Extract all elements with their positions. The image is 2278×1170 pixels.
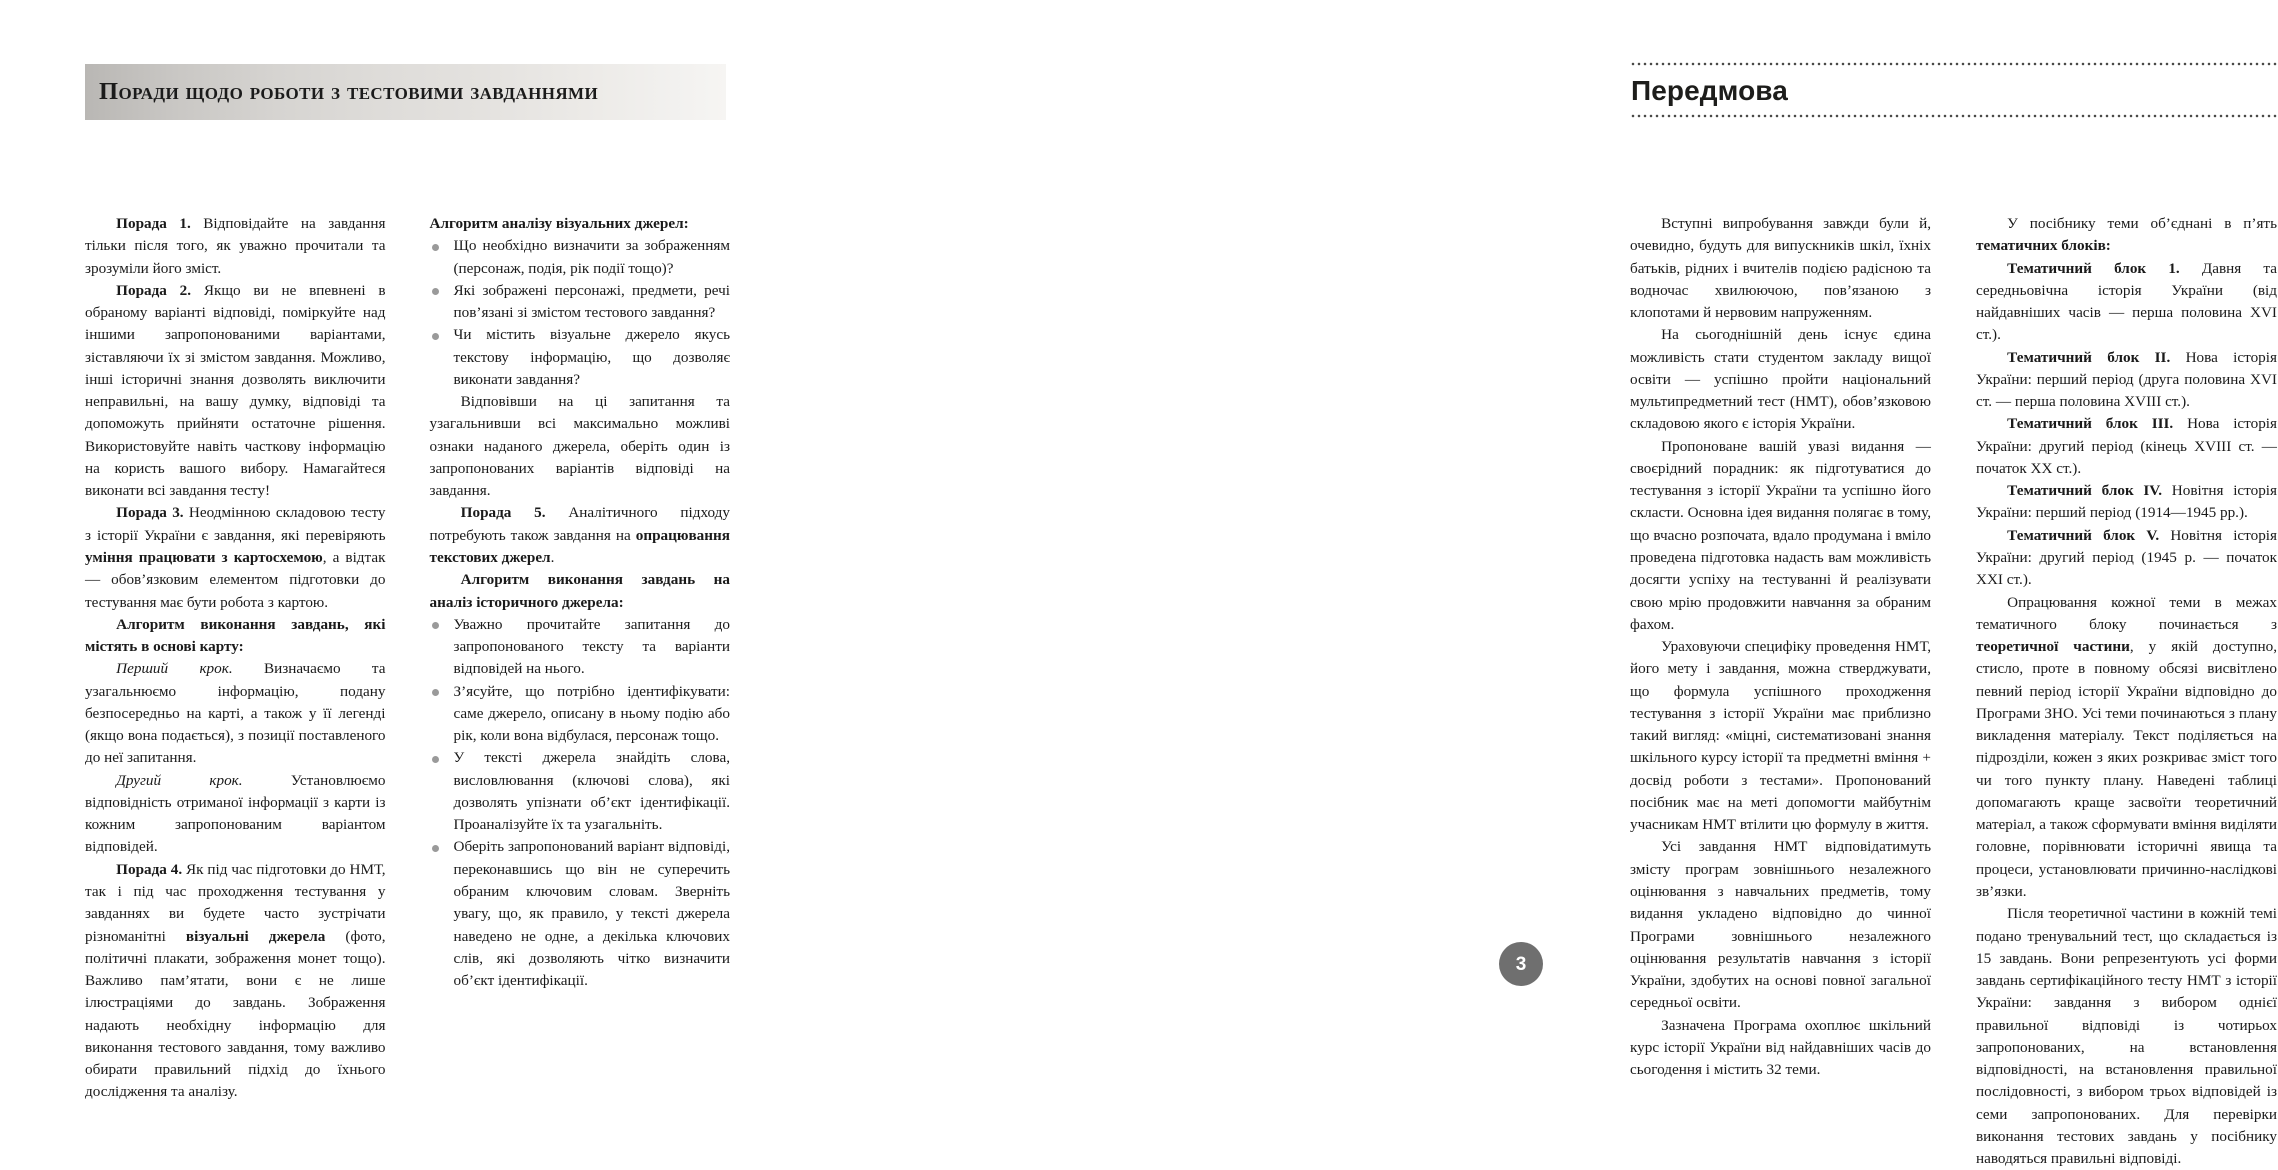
- tip-4-emphasis: візуальні джерела: [185, 927, 326, 945]
- tip-4-body-c: (фото, політичні плакати, зображення монет тощо). Важливо пам’ятати, вони є не лише ілюстраціями до завдань. Зображення надають необхідну інформацію для виконання тестового завдання, тому важливо обирати правильний підхід до їхнього дослідження та аналізу.: [85, 927, 386, 1101]
- tip-3-body-a: Неодмінною складовою тесту з історії України є завдання, які перевіряють: [85, 504, 386, 544]
- source-algorithm-heading: [430, 569, 731, 614]
- tip-5-paragraph: [430, 502, 731, 569]
- section-banner: [85, 64, 726, 120]
- thematic-block-5-text: Новітня історія України: другий період (1945 р. — початок XXI ст.).: [1976, 526, 2277, 589]
- visual-algorithm-heading: [430, 213, 731, 235]
- thematic-block-1-lead: Тематичний блок 1.: [2007, 259, 2180, 277]
- thematic-blocks-intro-emphasis: тематичних блоків:: [1976, 237, 2111, 255]
- page-number-badge: 3: [1499, 942, 1543, 986]
- source-algorithm-list: [430, 614, 731, 993]
- preface-paragraph-2: На сьогоднішній день існує єдина можливість стати студентом закладу вищої освіти — успішно пройти національний мультипредметний тест (НМТ), обов’язковою складовою якого є історія України.: [1630, 326, 1931, 433]
- thematic-block-3-lead: Тематичний блок III.: [2007, 415, 2174, 433]
- left-page-columns: [85, 213, 730, 1104]
- thematic-block-3: [1976, 413, 2277, 480]
- visual-algorithm-closing: Відповівши на ці запитання та узагальнивши всі максимально можливі ознаки наданого джерела, оберіть один із запропонованих варіантів відповіді на завдання.: [429, 393, 730, 500]
- thematic-block-5-lead: Тематичний блок V.: [2007, 526, 2160, 544]
- map-step-2-body: Установлюємо відповідність отриманої інформації з карти із кожним запропонованим варіантом відповідей.: [85, 771, 386, 856]
- theory-part-emphasis: теоретичної частини: [1976, 638, 2130, 656]
- tip-2-paragraph: [85, 280, 386, 503]
- bullet-icon: [432, 756, 439, 763]
- right-page-columns: [1630, 213, 2278, 1170]
- tip-3-emphasis: уміння працювати з картосхемою: [85, 548, 323, 566]
- column-3: [1630, 213, 1931, 1170]
- list-item: [430, 681, 731, 748]
- list-item-text: Що необхідно визначити за зображенням (персонаж, подія, рік події тощо)?: [453, 237, 730, 277]
- preface-header: [1630, 62, 2278, 118]
- tip-2-body: Якщо ви не впевнені в обраному варіанті відповіді, поміркуйте над іншими запропонованими варіантами, зіставляючи їх зі змістом завдання. Можливо, інші історичні знання дозволять виключити неправильні, на вашу думку, відповіді та допоможуть прийняти остаточне рішення. Використовуйте навіть часткову інформацію на користь вашого вибору. Намагайтеся виконати всі завдання тесту!: [85, 281, 386, 500]
- thematic-block-2: [1976, 347, 2277, 414]
- thematic-blocks-intro-a: У посібнику теми об’єднані в п’ять: [2007, 215, 2277, 232]
- preface-paragraph-1: Вступні випробування завжди були й, очевидно, будуть для випускників шкіл, їхніх батьків, рідних і вчителів подією радісною та водночас хвилюючою, пов’язаною з клопотами й нервовим напруженням.: [1630, 215, 1931, 322]
- map-step-2: [85, 770, 386, 859]
- theory-part-c: , у якій доступно, стисло, проте в повному обсязі висвітлено певний період історії України відповідно до Програми ЗНО. Усі теми починаються з плану викладення матеріалу. Текст поділяється на підрозділи, кожен з яких розкриває зміст того чи того пункту плану. Наведені таблиці допомагають краще засвоїти теоретичний матеріал, а також сформувати вміння виділяти головне, порівнювати історичні явища та процеси, установлювати причинно-наслідкові зв’язки.: [1976, 638, 2277, 900]
- column-4: [1976, 213, 2277, 1170]
- preface-paragraph-6: Зазначена Програма охоплює шкільний курс історії України від найдавніших часів до сьогодення і містить 32 теми.: [1630, 1016, 1931, 1079]
- map-step-1-lead: Перший крок.: [116, 660, 233, 678]
- map-step-1: [85, 658, 386, 769]
- bullet-icon: [432, 689, 439, 696]
- list-item: [430, 235, 731, 280]
- theory-part-paragraph: [1976, 592, 2277, 904]
- list-item-text: Оберіть запропонований варіант відповіді, переконавшись що він не суперечить обраним ключовим словам. Зверніть увагу, що, як правило, у тексті джерела наведено не одне, а декілька ключових слів, які дозволяють чітко визначити об’єкт ідентифікації.: [453, 838, 730, 990]
- list-item-text: З’ясуйте, що потрібно ідентифікувати: саме джерело, описану в ньому подію або рік, коли вона відбулася, персонаж тощо.: [453, 682, 730, 745]
- bullet-icon: [432, 244, 439, 251]
- tip-4-paragraph: [85, 859, 386, 1104]
- thematic-block-4: [1976, 480, 2277, 525]
- preface-paragraph-4: Ураховуючи специфіку проведення НМТ, його мету і завдання, можна стверджувати, що формула успішного проходження тестування з історії України має приблизно такий вигляд: «міцні, систематизовані знання шкільного курсу історії та предметні вміння + досвід роботи з тестами». Пропонований посібник має на меті допомогти майбутнім учасникам НМТ втілити цю формулу в життя.: [1630, 638, 1931, 834]
- thematic-block-2-text: Нова історія України: перший період (друга половина XVI ст. — перша половина XVIII ст.).: [1976, 348, 2277, 411]
- tip-5-lead: Порада 5.: [460, 504, 546, 522]
- tip-5-body-a: Аналітичного підходу потребують також завдання на: [429, 504, 730, 544]
- bullet-icon: [432, 288, 439, 295]
- map-algorithm-heading: [85, 614, 386, 659]
- list-item-text: Які зображені персонажі, предмети, речі пов’язані зі змістом тестового завдання?: [453, 281, 730, 322]
- dotted-rule-bottom: [1630, 114, 2278, 118]
- tip-1-paragraph: [85, 213, 386, 280]
- thematic-blocks-intro: [1976, 213, 2277, 258]
- tip-3-paragraph: [85, 502, 386, 613]
- column-1: [85, 213, 386, 1104]
- theory-part-a: Опрацювання кожної теми в межах тематичного блоку починається з: [1976, 593, 2277, 633]
- visual-algorithm-heading-text: Алгоритм аналізу візуальних джерел:: [429, 215, 689, 232]
- left-page: [0, 0, 787, 1101]
- list-item: [430, 747, 731, 836]
- map-step-1-body: Визначаємо та узагальнюємо інформацію, подану безпосередньо на карті, а також у її легенді (якщо вона подається), з позиції поставленого до неї запитання.: [85, 660, 386, 767]
- tip-1-body: Відповідайте на завдання тільки після того, як уважно прочитали та зрозуміли його зміст.: [85, 215, 386, 277]
- page-title: Поради щодо роботи з тестовими завданнями: [99, 78, 599, 105]
- bullet-icon: [432, 622, 439, 629]
- list-item-text: У тексті джерела знайдіть слова, висловлювання (ключові слова), які дозволять упізнати об’єкт ідентифікації. Проаналізуйте їх та узагальніть.: [453, 749, 730, 834]
- list-item: [430, 324, 731, 391]
- list-item-text: Чи містить візуальне джерело якусь текстову інформацію, що дозволяє виконати завдання?: [453, 326, 730, 388]
- preface-paragraph-3: Пропоноване вашій увазі видання — своєрідний порадник: як підготуватися до тестування з історії України та успішно його скласти. Основна ідея видання полягає в тому, що вчасно розпочата, вдало продумана і вміло проведена підготовка надасть вам можливість досягти успіху на тестуванні й реалізувати свою мрію продовжити навчання за обраним фахом.: [1630, 437, 1931, 633]
- map-step-2-lead: Другий крок.: [116, 771, 243, 789]
- tip-5-emphasis: опрацювання текстових джерел: [429, 526, 730, 566]
- tip-3-body-c: , а відтак — обов’язковим елементом підготовки до тестування має бути робота з картою.: [85, 548, 386, 611]
- thematic-block-3-text: Нова історія України: другий період (кінець XVIII ст. — початок XX ст.).: [1976, 415, 2277, 477]
- training-test-paragraph: Після теоретичної частини в кожній темі подано тренувальний тест, що складається із 15 завдань. Вони репрезентують усі форми завдань сертифікаційного тесту НМТ з історії України: завдання з вибором однієї правильної відповіді із чотирьох запропонованих, на встановлення відповідності, на встановлення правильної послідовності, з вибором трьох відповідей із семи запропонованих. Для перевірки виконання тестових завдань у посібнику наводяться правильні відповіді.: [1976, 905, 2277, 1168]
- list-item: [430, 614, 731, 681]
- tip-5-body-c: .: [550, 548, 555, 566]
- tip-4-body-a: Як під час підготовки до НМТ, так і під час проходження тестування у завданнях ви будете часто зустрічати різноманітні: [85, 860, 386, 945]
- list-item: [430, 836, 731, 992]
- tip-4-lead: Порада 4.: [116, 860, 183, 878]
- list-item-text: Уважно прочитайте запитання до запропонованого тексту та варіанти відповідей на нього.: [453, 615, 730, 678]
- thematic-block-1: [1976, 258, 2277, 347]
- preface-title: Передмова: [1631, 75, 1788, 106]
- list-item: [430, 280, 731, 325]
- bullet-icon: [432, 333, 439, 340]
- thematic-block-2-lead: Тематичний блок II.: [2007, 348, 2171, 366]
- tip-1-lead: Порада 1.: [116, 215, 191, 232]
- thematic-block-1-text: Давня та середньовічна історія України (від найдавніших часів — перша половина XVI ст.).: [1976, 259, 2277, 344]
- thematic-block-4-text: Новітня історія України: перший період (1914—1945 рр.).: [1976, 482, 2277, 522]
- preface-paragraph-5: Усі завдання НМТ відповідатимуть змісту програм зовнішнього незалежного оцінювання з навчальних предметів, тому видання укладено відповідно до чинної Програми зовнішнього незалежного оцінювання результатів навчання з історії України, здобутих на основі повної загальної середньої освіти.: [1630, 838, 1931, 1012]
- visual-algorithm-list: [430, 235, 731, 391]
- map-algorithm-heading-text: Алгоритм виконання завдань, які містять в основі карту:: [85, 615, 386, 656]
- source-algorithm-heading-text: Алгоритм виконання завдань на аналіз історичного джерела:: [429, 571, 730, 611]
- thematic-block-5: [1976, 525, 2277, 592]
- thematic-block-4-lead: Тематичний блок IV.: [2007, 482, 2163, 500]
- tip-2-lead: Порада 2.: [116, 281, 192, 299]
- column-2: [430, 213, 731, 1104]
- right-page: [787, 0, 2277, 1168]
- bullet-icon: [432, 845, 439, 852]
- tip-3-lead: Порада 3.: [116, 504, 184, 522]
